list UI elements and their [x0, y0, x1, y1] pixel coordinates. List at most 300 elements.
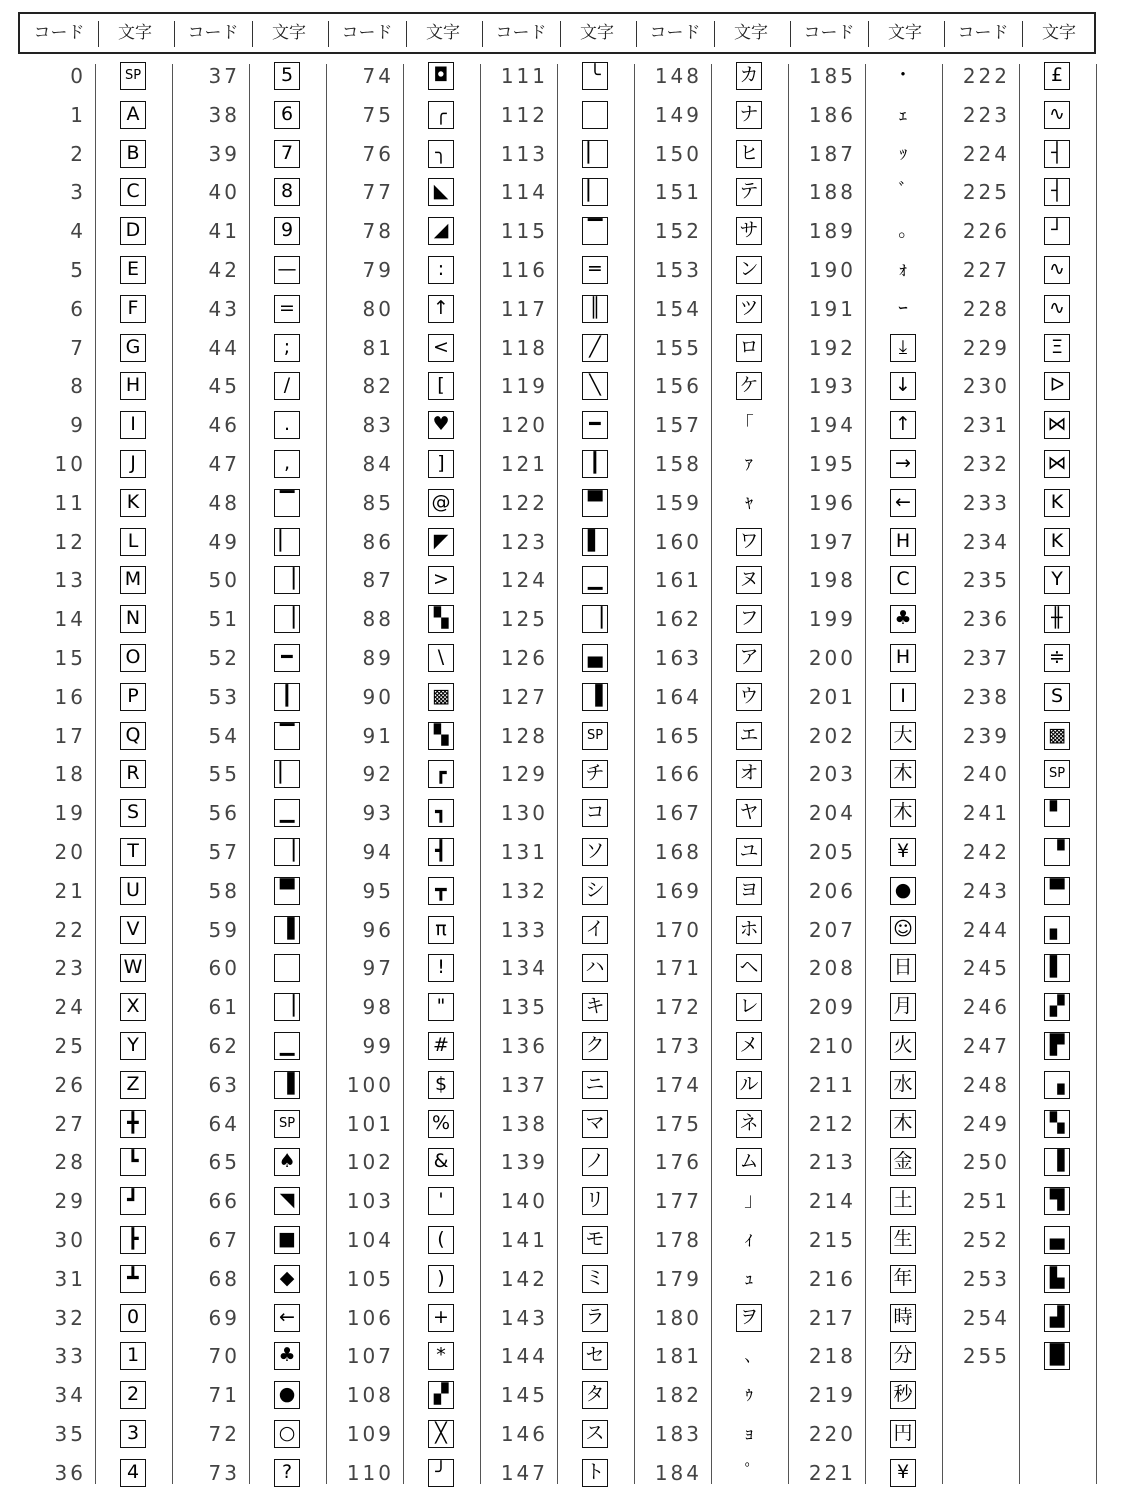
character-glyph: ﾞ — [898, 180, 908, 203]
character-glyph: ｮ — [744, 1422, 754, 1444]
character-glyph: M — [120, 566, 146, 594]
character-glyph: ↑ — [428, 295, 454, 323]
character-glyph: ☺ — [890, 916, 916, 944]
character-glyph: ∿ — [1044, 295, 1070, 323]
code-number: 13 — [54, 568, 86, 593]
code-number: 91 — [362, 723, 394, 748]
code-number: 93 — [362, 801, 394, 826]
character-glyph: ▔ — [274, 722, 300, 750]
character-glyph: ネ — [736, 1110, 762, 1138]
character-glyph: ト — [582, 1459, 608, 1487]
character-glyph: — — [274, 256, 300, 284]
code-number: 42 — [208, 258, 240, 282]
code-number: 104 — [346, 1228, 394, 1252]
code-number: 199 — [808, 607, 856, 632]
code-number: 158 — [654, 452, 702, 476]
code-number: 224 — [962, 141, 1010, 166]
character-glyph: ▚ — [428, 605, 454, 633]
code-number: 12 — [54, 529, 86, 554]
character-glyph: ｬ — [744, 490, 754, 513]
character-glyph: 円 — [890, 1420, 916, 1448]
code-number: 240 — [962, 762, 1010, 787]
character-glyph: ║ — [582, 295, 608, 323]
character-glyph: K — [1044, 489, 1070, 517]
character-glyph: : — [428, 256, 454, 284]
code-number: 132 — [500, 878, 548, 903]
character-glyph: SP — [120, 62, 146, 90]
code-number: 142 — [500, 1266, 548, 1291]
code-number: 226 — [962, 219, 1010, 244]
code-number: 72 — [208, 1422, 240, 1446]
character-glyph: ▐ — [582, 683, 608, 711]
character-glyph: ア — [736, 644, 762, 672]
character-glyph: Q — [120, 722, 146, 750]
code-number: 143 — [500, 1305, 548, 1330]
character-glyph: / — [274, 372, 300, 400]
character-glyph: ╯ — [428, 1459, 454, 1487]
code-number: 92 — [362, 762, 394, 787]
character-glyph: ▐ — [1044, 1148, 1070, 1176]
character-glyph: ▛ — [1044, 1032, 1070, 1060]
code-number: 31 — [54, 1266, 86, 1291]
character-glyph: ･ — [898, 64, 908, 86]
code-number: 99 — [362, 1034, 394, 1058]
character-glyph: ウ — [736, 683, 762, 711]
character-glyph: # — [428, 1032, 454, 1060]
character-glyph: ス — [582, 1420, 608, 1448]
character-glyph: ▞ — [428, 1381, 454, 1409]
character-glyph: ∿ — [1044, 256, 1070, 284]
character-glyph: ∿ — [1044, 101, 1070, 129]
table-header — [18, 12, 1096, 54]
code-number: 26 — [54, 1072, 86, 1097]
character-glyph: ┓ — [428, 799, 454, 827]
character-glyph: Ξ — [1044, 334, 1070, 362]
character-glyph: < — [428, 334, 454, 362]
character-glyph: 月 — [890, 993, 916, 1021]
character-glyph: ! — [428, 954, 454, 982]
character-glyph: カ — [736, 62, 762, 90]
character-glyph: ■ — [274, 1226, 300, 1254]
code-number: 34 — [54, 1383, 86, 1408]
character-glyph: ¥ — [890, 1459, 916, 1487]
character-glyph: リ — [582, 1187, 608, 1215]
character-glyph: 金 — [890, 1148, 916, 1176]
code-number: 33 — [54, 1344, 86, 1369]
code-number: 39 — [208, 141, 240, 166]
code-number: 125 — [500, 607, 548, 632]
character-glyph: ｣ — [744, 1189, 754, 1212]
character-glyph: ▞ — [1044, 993, 1070, 1021]
code-number: 15 — [54, 646, 86, 670]
code-number: 179 — [654, 1266, 702, 1291]
code-number: 157 — [654, 413, 702, 438]
character-glyph: ツ — [736, 295, 762, 323]
code-number: 73 — [208, 1460, 240, 1485]
code-number: 227 — [962, 258, 1010, 282]
character-glyph: ╲ — [582, 372, 608, 400]
character-glyph: ▚ — [1044, 1110, 1070, 1138]
character-glyph: \ — [428, 644, 454, 672]
code-number: 4 — [70, 219, 86, 244]
character-glyph: ┻ — [120, 1265, 146, 1293]
code-number: 145 — [500, 1383, 548, 1408]
character-glyph: 水 — [890, 1071, 916, 1099]
code-number: 178 — [654, 1228, 702, 1252]
code-number: 235 — [962, 568, 1010, 593]
code-number: 44 — [208, 335, 240, 360]
code-number: 55 — [208, 762, 240, 787]
character-glyph: メ — [736, 1032, 762, 1060]
character-glyph: ▩ — [1044, 722, 1070, 750]
character-glyph: Y — [1044, 566, 1070, 594]
code-number: 85 — [362, 490, 394, 515]
code-number: 77 — [362, 180, 394, 205]
character-glyph: ▝ — [1044, 838, 1070, 866]
code-number: 127 — [500, 684, 548, 709]
character-glyph: " — [428, 993, 454, 1021]
code-number: 161 — [654, 568, 702, 593]
code-number: 32 — [54, 1305, 86, 1330]
code-number: 221 — [808, 1460, 856, 1485]
character-glyph: ▖ — [1044, 916, 1070, 944]
character-glyph: L — [120, 528, 146, 556]
code-number: 165 — [654, 723, 702, 748]
character-glyph: & — [428, 1148, 454, 1176]
character-glyph: ▀ — [1044, 877, 1070, 905]
character-glyph: ◘ — [428, 62, 454, 90]
code-number: 48 — [208, 490, 240, 515]
character-glyph: ▄ — [582, 644, 608, 672]
code-number: 200 — [808, 646, 856, 670]
code-number: 103 — [346, 1189, 394, 1214]
character-glyph: マ — [582, 1110, 608, 1138]
code-number: 108 — [346, 1383, 394, 1408]
code-number: 204 — [808, 801, 856, 826]
code-number: 105 — [346, 1266, 394, 1291]
character-glyph: イ — [582, 916, 608, 944]
character-glyph: ｧ — [744, 452, 754, 474]
code-number: 249 — [962, 1111, 1010, 1136]
character-glyph: ◆ — [274, 1265, 300, 1293]
character-glyph: ▜ — [1044, 1187, 1070, 1215]
character-glyph: ┣ — [120, 1226, 146, 1254]
code-number: 114 — [500, 180, 548, 205]
character-glyph: 年 — [890, 1265, 916, 1293]
header-char-label: 文字 — [426, 23, 460, 43]
character-glyph: ▐ — [274, 1071, 300, 1099]
character-glyph: 7 — [274, 140, 300, 168]
character-glyph: ┏ — [428, 760, 454, 788]
character-glyph: ム — [736, 1148, 762, 1176]
code-number: 75 — [362, 102, 394, 127]
code-number: 45 — [208, 374, 240, 399]
character-glyph: チ — [582, 760, 608, 788]
character-glyph: ｭ — [744, 1266, 754, 1289]
code-number: 168 — [654, 840, 702, 864]
character-glyph: ▘ — [1044, 799, 1070, 827]
character-glyph: ⋈ — [1044, 450, 1070, 478]
character-glyph: 木 — [890, 760, 916, 788]
character-glyph: ≑ — [1044, 644, 1070, 672]
code-number: 244 — [962, 917, 1010, 942]
code-number: 64 — [208, 1111, 240, 1136]
code-number: 154 — [654, 296, 702, 321]
code-number: 14 — [54, 607, 86, 632]
character-glyph: キ — [582, 993, 608, 1021]
code-number: 81 — [362, 335, 394, 360]
code-number: 148 — [654, 64, 702, 88]
character-glyph: ｪ — [898, 102, 908, 125]
code-number: 68 — [208, 1266, 240, 1291]
character-glyph: モ — [582, 1226, 608, 1254]
code-number: 196 — [808, 490, 856, 515]
character-glyph: レ — [736, 993, 762, 1021]
character-glyph: H — [120, 372, 146, 400]
code-number: 153 — [654, 258, 702, 282]
character-glyph: SP — [1044, 760, 1070, 788]
character-glyph: ▕ — [274, 566, 300, 594]
character-glyph: ○ — [274, 1420, 300, 1448]
character-glyph: S — [120, 799, 146, 827]
code-number: 137 — [500, 1072, 548, 1097]
header-code-label: コード — [495, 23, 547, 43]
code-number: 133 — [500, 917, 548, 942]
header-char-label: 文字 — [888, 23, 922, 43]
character-glyph: ╭ — [428, 101, 454, 129]
code-number: 222 — [962, 64, 1010, 88]
character-glyph: ↑ — [890, 411, 916, 439]
code-number: 84 — [362, 452, 394, 476]
code-number: 176 — [654, 1150, 702, 1175]
character-glyph: ┤ — [1044, 178, 1070, 206]
character-glyph: ヒ — [736, 140, 762, 168]
character-glyph: K — [1044, 528, 1070, 556]
code-number: 250 — [962, 1150, 1010, 1175]
code-number: 25 — [54, 1034, 86, 1058]
character-glyph: + — [428, 1304, 454, 1332]
character-glyph: ｰ — [898, 296, 908, 319]
code-number: 16 — [54, 684, 86, 709]
code-number: 210 — [808, 1034, 856, 1058]
code-number: 109 — [346, 1422, 394, 1446]
character-glyph: P — [120, 683, 146, 711]
character-glyph: G — [120, 334, 146, 362]
code-number: 190 — [808, 258, 856, 282]
character-glyph: ユ — [736, 838, 762, 866]
code-number: 80 — [362, 296, 394, 321]
code-number: 188 — [808, 180, 856, 205]
code-number: 248 — [962, 1072, 1010, 1097]
code-number: 160 — [654, 529, 702, 554]
code-number: 186 — [808, 102, 856, 127]
code-number: 187 — [808, 141, 856, 166]
header-code-label: コード — [341, 23, 393, 43]
character-glyph: ▏ — [274, 528, 300, 556]
character-glyph: セ — [582, 1342, 608, 1370]
header-char-label: 文字 — [580, 23, 614, 43]
character-glyph: ▏ — [274, 760, 300, 788]
header-code-label: コード — [649, 23, 701, 43]
code-number: 115 — [500, 219, 548, 244]
character-glyph: 木 — [890, 1110, 916, 1138]
code-number: 156 — [654, 374, 702, 399]
character-glyph: [ — [428, 372, 454, 400]
code-number: 41 — [208, 219, 240, 244]
code-number: 233 — [962, 490, 1010, 515]
code-number: 110 — [346, 1460, 394, 1485]
character-glyph: ┗ — [120, 1148, 146, 1176]
code-number: 100 — [346, 1072, 394, 1097]
character-glyph: ( — [428, 1226, 454, 1254]
character-glyph: ┳ — [428, 877, 454, 905]
character-glyph: ╫ — [1044, 605, 1070, 633]
character-glyph: ﾟ — [744, 1460, 754, 1483]
character-glyph: ◥ — [274, 1187, 300, 1215]
code-number: 82 — [362, 374, 394, 399]
header-code-label: コード — [957, 23, 1009, 43]
code-number: 94 — [362, 840, 394, 864]
code-number: 216 — [808, 1266, 856, 1291]
character-glyph: ニ — [582, 1071, 608, 1099]
character-glyph: オ — [736, 760, 762, 788]
code-number: 201 — [808, 684, 856, 709]
code-number: 9 — [70, 413, 86, 438]
code-number: 149 — [654, 102, 702, 127]
code-number: 198 — [808, 568, 856, 593]
code-number: 117 — [500, 296, 548, 321]
code-number: 51 — [208, 607, 240, 632]
character-glyph: Y — [120, 1032, 146, 1060]
header-char-label: 文字 — [272, 23, 306, 43]
character-glyph: ⋈ — [1044, 411, 1070, 439]
code-number: 74 — [362, 64, 394, 88]
code-number: 21 — [54, 878, 86, 903]
character-glyph: ▔ — [582, 217, 608, 245]
code-number: 88 — [362, 607, 394, 632]
code-number: 255 — [962, 1344, 1010, 1369]
code-number: 184 — [654, 1460, 702, 1485]
column-rule — [865, 64, 866, 1484]
column-rule — [557, 64, 558, 1484]
code-number: 124 — [500, 568, 548, 593]
code-number: 3 — [70, 180, 86, 205]
character-glyph: ) — [428, 1265, 454, 1293]
character-glyph: ク — [582, 1032, 608, 1060]
character-glyph: ╱ — [582, 334, 608, 362]
character-glyph: ケ — [736, 372, 762, 400]
character-glyph: ┃ — [582, 450, 608, 478]
character-glyph: ロ — [736, 334, 762, 362]
code-number: 43 — [208, 296, 240, 321]
code-number: 121 — [500, 452, 548, 476]
character-glyph: ] — [428, 450, 454, 478]
code-number: 231 — [962, 413, 1010, 438]
character-glyph: ｯ — [898, 141, 908, 164]
column-rule — [249, 64, 250, 1484]
code-number: 246 — [962, 995, 1010, 1020]
code-number: 95 — [362, 878, 394, 903]
code-number: 232 — [962, 452, 1010, 476]
code-number: 30 — [54, 1228, 86, 1252]
code-number: 11 — [54, 490, 86, 515]
code-number: 254 — [962, 1305, 1010, 1330]
character-glyph: SP — [582, 722, 608, 750]
code-number: 144 — [500, 1344, 548, 1369]
character-glyph: ← — [274, 1304, 300, 1332]
character-glyph: ♣ — [274, 1342, 300, 1370]
character-glyph: ▀ — [274, 877, 300, 905]
header-char-label: 文字 — [734, 23, 768, 43]
code-number: 207 — [808, 917, 856, 942]
code-number: 169 — [654, 878, 702, 903]
character-glyph: ｡ — [898, 219, 908, 242]
column-rule — [95, 64, 96, 1484]
character-glyph: ? — [274, 1459, 300, 1487]
code-number: 102 — [346, 1150, 394, 1175]
code-number: 118 — [500, 335, 548, 360]
character-glyph: A — [120, 101, 146, 129]
character-glyph: ハ — [582, 954, 608, 982]
code-number: 192 — [808, 335, 856, 360]
character-glyph: R — [120, 760, 146, 788]
code-number: 171 — [654, 956, 702, 981]
code-number: 18 — [54, 762, 86, 787]
code-number: 65 — [208, 1150, 240, 1175]
code-number: 203 — [808, 762, 856, 787]
character-glyph: 分 — [890, 1342, 916, 1370]
code-number: 211 — [808, 1072, 856, 1097]
code-number: 197 — [808, 529, 856, 554]
character-glyph: 8 — [274, 178, 300, 206]
character-glyph: タ — [582, 1381, 608, 1409]
code-number: 191 — [808, 296, 856, 321]
code-number: 164 — [654, 684, 702, 709]
code-number: 76 — [362, 141, 394, 166]
code-number: 129 — [500, 762, 548, 787]
character-glyph: ▕ — [274, 838, 300, 866]
character-glyph: 5 — [274, 62, 300, 90]
character-glyph: ┘ — [1044, 217, 1070, 245]
character-glyph: ♠ — [274, 1148, 300, 1176]
character-glyph: 土 — [890, 1187, 916, 1215]
character-glyph: ━ — [582, 411, 608, 439]
character-glyph: ╰ — [582, 62, 608, 90]
character-glyph: W — [120, 954, 146, 982]
code-number: 151 — [654, 180, 702, 205]
character-glyph: 日 — [890, 954, 916, 982]
character-glyph: ▁ — [582, 566, 608, 594]
code-number: 139 — [500, 1150, 548, 1175]
code-number: 5 — [70, 258, 86, 282]
code-number: 69 — [208, 1305, 240, 1330]
character-glyph — [274, 954, 300, 982]
character-glyph: ┛ — [120, 1187, 146, 1215]
character-glyph: ▌ — [1044, 954, 1070, 982]
character-glyph: ▁ — [274, 1032, 300, 1060]
character-glyph: % — [428, 1110, 454, 1138]
code-number: 245 — [962, 956, 1010, 981]
code-number: 63 — [208, 1072, 240, 1097]
code-number: 150 — [654, 141, 702, 166]
character-glyph: H — [890, 528, 916, 556]
character-glyph: フ — [736, 605, 762, 633]
character-glyph: ▚ — [428, 722, 454, 750]
character-glyph: 大 — [890, 722, 916, 750]
code-number: 185 — [808, 64, 856, 88]
character-glyph: ♣ — [890, 605, 916, 633]
code-number: 49 — [208, 529, 240, 554]
